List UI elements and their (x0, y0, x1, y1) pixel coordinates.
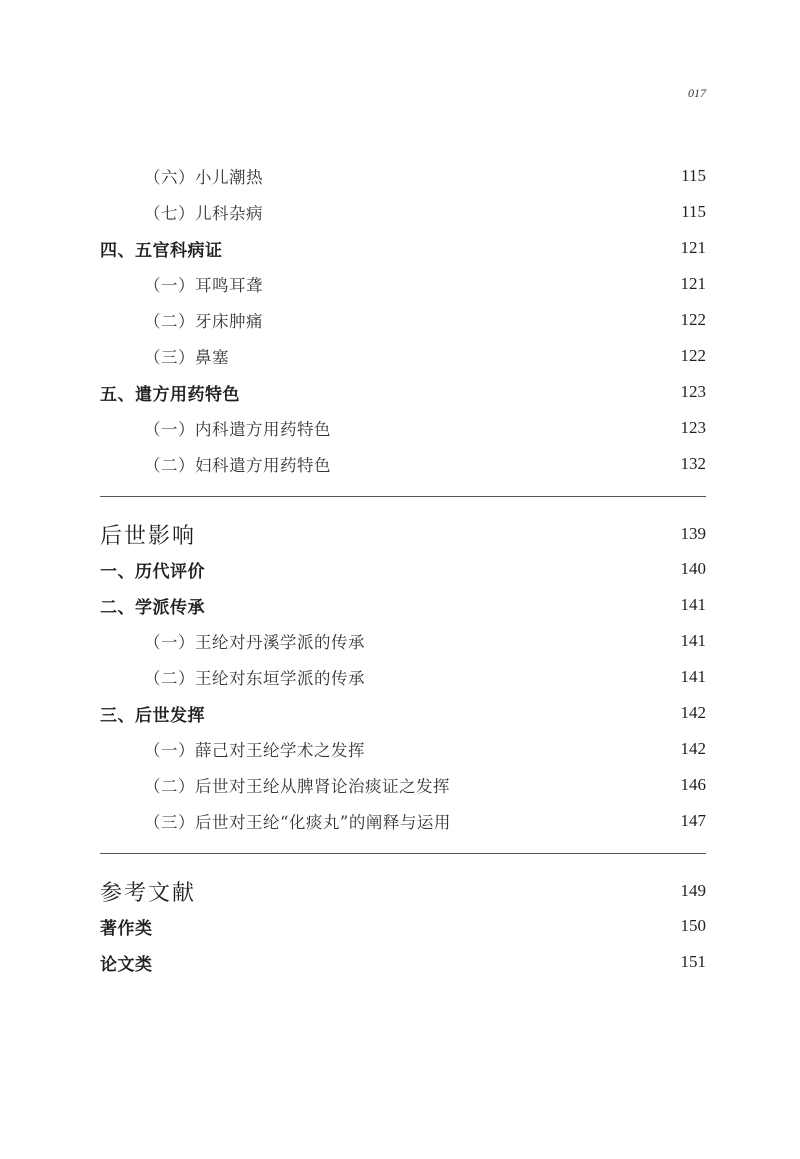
toc-entry[interactable] (100, 944, 706, 980)
toc-entry-page: 141 (680, 631, 706, 650)
toc-entry-label: （二）后世对王纶从脾肾论治痰证之发挥 (144, 777, 450, 796)
toc-entry-page: 141 (680, 595, 706, 614)
toc-entry-page: 150 (680, 916, 706, 935)
toc-entry-page: 139 (680, 524, 706, 543)
toc-entry-label: （三）鼻塞 (144, 348, 229, 367)
toc-entry-page: 121 (680, 238, 706, 257)
toc-entry-label: （一）内科遣方用药特色 (144, 420, 331, 439)
toc-entry-page: 149 (680, 881, 706, 900)
toc-entry[interactable] (100, 158, 706, 194)
toc-entry[interactable] (100, 374, 706, 410)
toc-entry[interactable] (100, 767, 706, 803)
toc-entry[interactable] (100, 194, 706, 230)
toc-entry[interactable] (100, 230, 706, 266)
toc-entry-label: 二、学派传承 (100, 597, 205, 618)
toc-entry[interactable] (100, 266, 706, 302)
toc-entry-label: （三）后世对王纶“化痰丸”的阐释与运用 (144, 813, 451, 832)
toc-entry-page: 147 (680, 811, 706, 830)
toc-entry[interactable] (100, 338, 706, 374)
toc-entry-label: （七）儿科杂病 (144, 204, 263, 223)
toc-entry-page: 146 (680, 775, 706, 794)
toc-entry-page: 132 (680, 454, 706, 473)
page-number: 017 (688, 86, 706, 100)
toc-entry-label: 论文类 (100, 954, 153, 975)
toc-entry-page: 142 (680, 739, 706, 758)
toc-entry-page: 142 (680, 703, 706, 722)
toc-entry-label: （二）牙床肿痛 (144, 312, 263, 331)
toc-entry-page: 122 (680, 346, 706, 365)
toc-entry[interactable] (100, 908, 706, 944)
toc-entry-label: （二）王纶对东垣学派的传承 (144, 669, 365, 688)
toc-entry-label: 参考文献 (100, 880, 197, 906)
toc-entry[interactable] (100, 551, 706, 587)
toc-entry-label: （一）耳鸣耳聋 (144, 276, 263, 295)
toc-entry[interactable] (100, 587, 706, 623)
toc-entry-page: 123 (680, 418, 706, 437)
toc-entry[interactable] (100, 803, 706, 839)
toc-entry-page: 151 (680, 952, 706, 971)
toc-entry-page: 141 (680, 667, 706, 686)
toc-entry[interactable] (100, 623, 706, 659)
toc-entry-label: 后世影响 (100, 523, 197, 549)
toc-entry-label: 著作类 (100, 918, 153, 939)
section-divider (100, 496, 706, 497)
toc-entry-label: 三、后世发挥 (100, 705, 205, 726)
toc-entry-label: 四、五官科病证 (100, 240, 223, 261)
toc-entry[interactable] (100, 302, 706, 338)
toc-entry[interactable] (100, 731, 706, 767)
toc-entry-label: 一、历代评价 (100, 561, 205, 582)
toc-section-heading[interactable] (100, 516, 706, 552)
toc-entry-page: 140 (680, 559, 706, 578)
toc-entry-label: 五、遣方用药特色 (100, 384, 240, 405)
toc-entry[interactable] (100, 446, 706, 482)
toc-entry-page: 115 (681, 202, 706, 221)
toc-entry-label: （二）妇科遣方用药特色 (144, 456, 331, 475)
toc-entry-label: （一）王纶对丹溪学派的传承 (144, 633, 365, 652)
toc-entry[interactable] (100, 659, 706, 695)
toc-entry[interactable] (100, 410, 706, 446)
section-divider (100, 853, 706, 854)
toc-entry-page: 122 (680, 310, 706, 329)
toc-entry[interactable] (100, 695, 706, 731)
toc-entry-page: 123 (680, 382, 706, 401)
toc-section-heading[interactable] (100, 873, 706, 909)
toc-entry-page: 115 (681, 166, 706, 185)
toc-entry-label: （六）小儿潮热 (144, 168, 263, 187)
toc-entry-page: 121 (680, 274, 706, 293)
toc-entry-label: （一）薛己对王纶学术之发挥 (144, 741, 365, 760)
